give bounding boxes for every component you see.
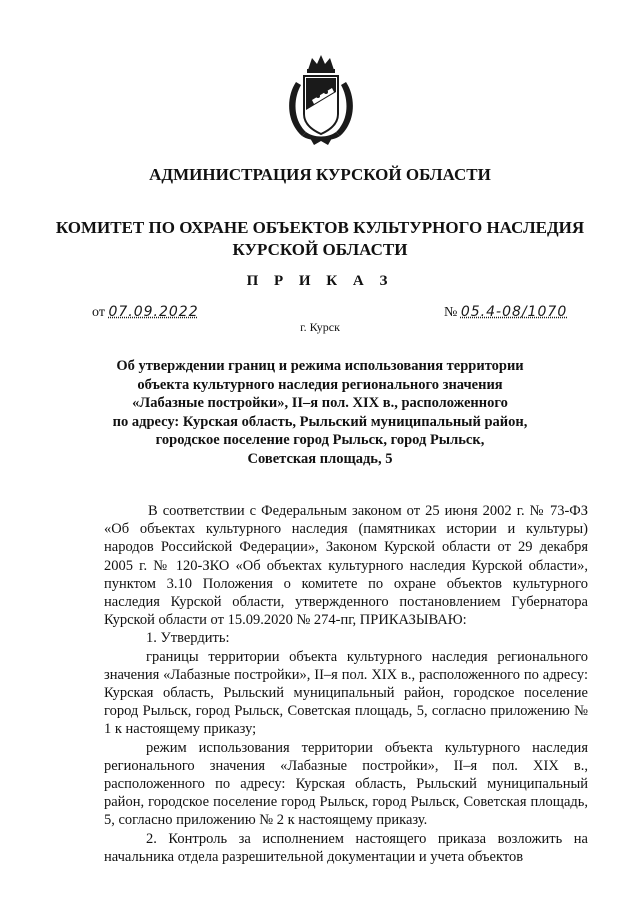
subject-line: объекта культурного наследия регионального значения — [137, 376, 503, 393]
committee-title-line1: КОМИТЕТ ПО ОХРАНЕ ОБЪЕКТОВ КУЛЬТУРНОГО НАСЛЕДИЯ — [55, 218, 585, 237]
item-1-boundaries: границы территории объекта культурного наследия регионального значения «Лабазные постройки», II–я пол. XIX в., расположенного по адресу: Курская область, Рыльский муниципальный район, городское поселение город Рыльск, город Рыльск, Советская площадь, 5, согласно приложению № 1 к настоящему приказу; — [104, 648, 588, 738]
number-prefix: № — [444, 305, 458, 320]
number-value: 05.4-08/1070 — [460, 304, 568, 320]
subject-line: городское поселение город Рыльск, город Рыльск, — [155, 432, 485, 449]
item-1-regime: режим использования территории объекта культурного наследия регионального значения «Лабазные постройки», II–я пол. XIX в., расположенного по адресу: Курская область, Рыльский муниципальный район, городское поселение город Рыльск, город Рыльск, Советская площадь, 5, согласно приложению № 2 к настоящему приказу. — [104, 739, 588, 829]
administration-title: АДМИНИСТРАЦИЯ КУРСКОЙ ОБЛАСТИ — [149, 165, 491, 184]
committee-title — [0, 217, 640, 261]
kursk-coat-of-arms-icon — [282, 52, 360, 148]
date-value: 07.09.2022 — [108, 304, 199, 320]
order-date — [92, 304, 199, 321]
committee-title-line2: КУРСКОЙ ОБЛАСТИ — [232, 240, 408, 259]
order-number — [444, 304, 567, 321]
item-1-heading: 1. Утвердить: — [146, 630, 230, 647]
subject-line: «Лабазные постройки», II–я пол. XIX в., расположенного — [132, 395, 508, 412]
subject-line: Об утверждении границ и режима использования территории — [116, 358, 524, 374]
preamble-paragraph: В соответствии с Федеральным законом от 25 июня 2002 г. № 73-ФЗ «Об объектах культурного наследия (памятниках истории и культуры) народов Российской Федерации», Законом Курской области от 29 декабря 2005 г. № 120-ЗКО «Об объектах культурного наследия Курской области», пунктом 3.10 Положения о комитете по охране объектов культурного наследия Курской области, утвержденного постановлением Губернатора Курской области от 15.09.2020 № 274-пг, ПРИКАЗЫВАЮ: — [104, 503, 588, 629]
document-type: П Р И К А З — [246, 273, 394, 289]
subject-line: Советская площадь, 5 — [247, 450, 393, 467]
subject-line: по адресу: Курская область, Рыльский муниципальный район, — [112, 413, 528, 430]
order-subject — [0, 357, 640, 469]
order-body — [104, 502, 588, 866]
date-prefix: от — [92, 305, 105, 320]
item-2-control: 2. Контроль за исполнением настоящего приказа возложить на начальника отдела разрешительной документации и учета объектов — [104, 830, 588, 865]
city: г. Курск — [300, 320, 340, 334]
